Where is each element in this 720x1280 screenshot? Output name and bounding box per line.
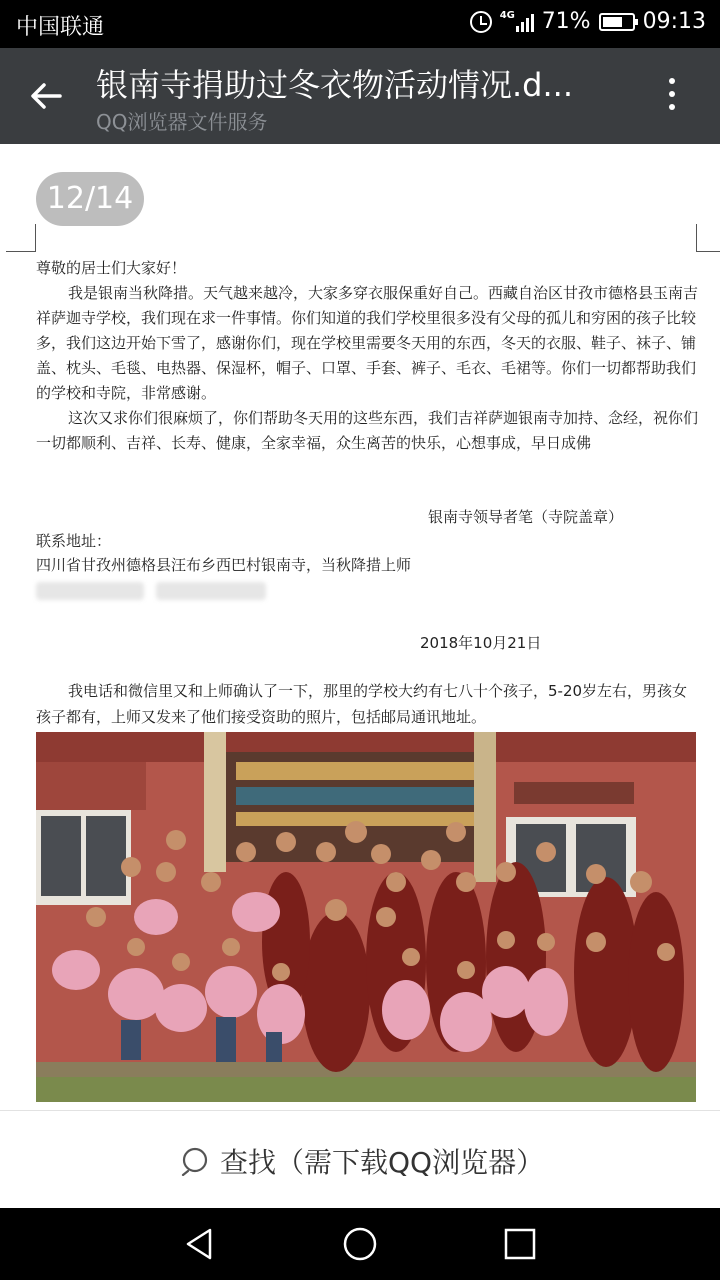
page-indicator: 12/14 — [36, 172, 144, 226]
search-icon — [180, 1146, 210, 1176]
clock: 09:13 — [642, 9, 706, 34]
letter-paragraph: 这次又求你们很麻烦了，你们帮助冬天用的这些东西，我们吉祥萨迦银南寺加持、念经，祝你们一切都顺利、吉祥、长寿、健康，全家幸福，众生离苦的快乐，心想事成，早日成佛 — [36, 409, 699, 452]
battery-percent: 71% — [541, 9, 591, 34]
more-options-icon[interactable] — [664, 78, 680, 118]
recent-apps-square-icon[interactable] — [500, 1224, 540, 1264]
status-bar — [0, 0, 720, 48]
page-corner-mark-right — [696, 224, 720, 252]
home-circle-icon[interactable] — [340, 1224, 380, 1264]
navigation-bar — [0, 1208, 720, 1280]
status-icons — [470, 9, 706, 34]
page-corner-mark-left — [6, 224, 36, 252]
signal-icon — [499, 9, 534, 32]
service-subtitle: QQ浏览器文件服务 — [96, 110, 268, 134]
carrier-name: 中国联通 — [16, 15, 105, 40]
network-type: 4G — [499, 9, 515, 21]
back-triangle-icon[interactable] — [180, 1224, 220, 1264]
letter-paragraph: 我是银南当秋降措。天气越来越冷，大家多穿衣服保重好自己。西藏自治区甘孜市德格县玉南吉祥萨迦寺学校，我们现在求一件事情。你们知道的我们学校里很多没有父母的孤儿和穷困的孩子比较多，我们这边开始下雪了，感谢你们，现在学校里需要冬天用的东西，冬天的衣服、鞋子、袜子、铺盖、枕头、毛毯、电热器、保湿杯，帽子、口罩、手套、裤子、毛衣、毛裙等。你们一切都帮助我们的学校和寺院，非常感谢。 — [36, 284, 699, 402]
alarm-icon — [470, 11, 492, 33]
group-photo — [36, 732, 696, 1102]
find-label: 查找（需下载QQ浏览器） — [220, 1146, 545, 1179]
redacted-text — [156, 582, 266, 600]
document-viewer[interactable] — [0, 144, 720, 1110]
app-bar — [0, 48, 720, 144]
letter-greeting: 尊敬的居士们大家好！ — [36, 259, 187, 277]
letter-body — [36, 256, 700, 456]
contact-label: 联系地址： — [36, 532, 112, 550]
letter-date: 2018年10月21日 — [420, 634, 542, 652]
battery-icon — [599, 13, 635, 31]
contact-address: 四川省甘孜州德格县汪布乡西巴村银南寺，当秋降措上师 — [36, 556, 412, 574]
find-bar[interactable] — [0, 1110, 720, 1208]
letter-signature: 银南寺领导者笔（寺院盖章） — [428, 508, 624, 526]
find-button[interactable] — [180, 1141, 544, 1181]
back-arrow-icon[interactable] — [26, 76, 66, 116]
document-title: 银南寺捐助过冬衣物活动情况.d... — [96, 66, 574, 104]
note-paragraph: 我电话和微信里又和上师确认了一下，那里的学校大约有七八十个孩子，5-20岁左右，男孩女孩子都有，上师又发来了他们接受资助的照片，包括邮局通讯地址。 — [36, 682, 688, 726]
redacted-text — [36, 582, 144, 600]
